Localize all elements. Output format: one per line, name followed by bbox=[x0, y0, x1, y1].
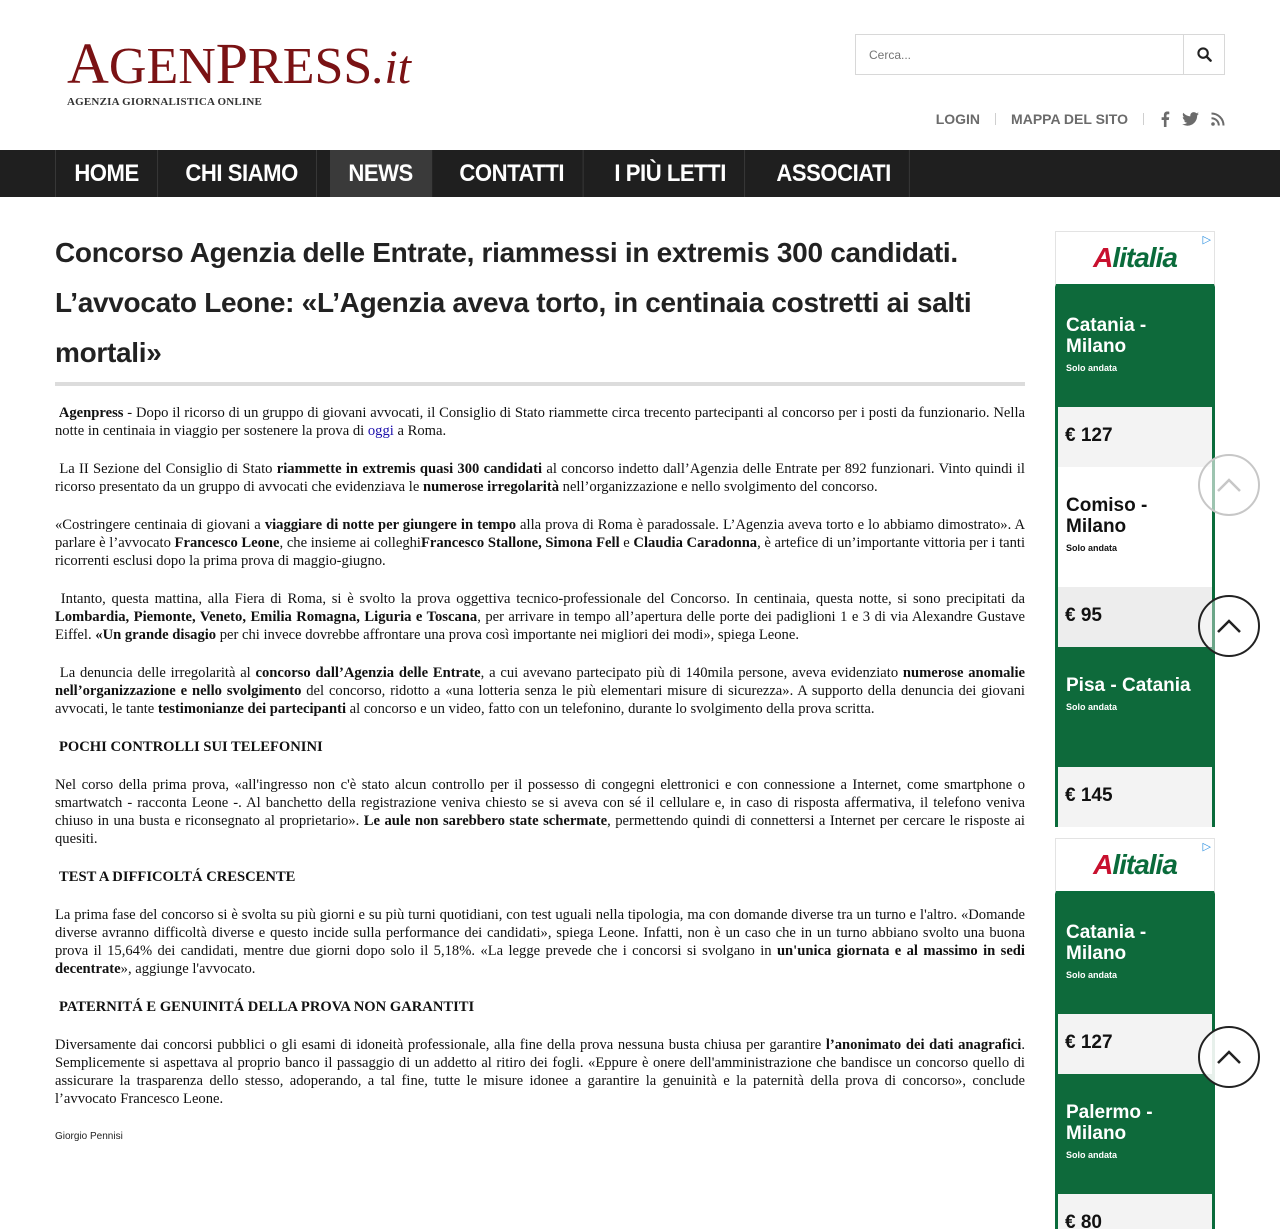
bold-text: viaggiare di notte per giungere in tempo bbox=[264, 517, 517, 533]
facebook-icon[interactable] bbox=[1160, 111, 1170, 127]
bold-text: numerose anomalie nell’organizzazione e nello svolgimento bbox=[55, 665, 1025, 699]
section-heading: POCHI CONTROLLI SUI TELEFONINI bbox=[59, 739, 323, 755]
ad-logo bbox=[1055, 231, 1215, 287]
top-links bbox=[936, 108, 1225, 130]
paragraph-text: , per arrivare in tempo all’apertura delle porte dei padiglioni 1 e 3 di via Alexandre Gustave Eiffel. bbox=[55, 609, 1025, 643]
nav-chi-siamo[interactable]: CHI SIAMO bbox=[167, 150, 317, 197]
route-price: € 95 bbox=[1058, 587, 1212, 647]
bold-text: l’anonimato dei dati anagrafici bbox=[825, 1037, 1022, 1053]
paragraph-text: Intanto, questa mattina, alla Fiera di Roma, si è svolto la prova oggettiva tecnico-professionale del Concorso. In centinaia, questa notte, si sono precipitati da bbox=[60, 591, 1025, 607]
alitalia-logo: Alitalia bbox=[1093, 242, 1177, 273]
paragraph-text: . Semplicemente si aspettava al proprio banco il passaggio di un addetto al ritiro dei fogli. «Eppure è onere dell'amministrazione che bandisce un concorso quello di assicurare la trasparenza dello stesso, adoperando, a tal fine, tutte le misure idonee a garantire la genuinità e la paternità della prova di concorso», conclude l’avvocato Francesco Leone. bbox=[55, 1037, 1025, 1107]
chevron-up-icon bbox=[1216, 477, 1242, 493]
article-author: Giorgio Pennisi bbox=[55, 1131, 123, 1142]
route-subtitle: Solo andata bbox=[1066, 1150, 1118, 1160]
paragraph-text: e bbox=[619, 535, 634, 551]
logo-gen: GEN bbox=[108, 38, 216, 95]
bold-text: testimonianze dei partecipanti bbox=[157, 701, 346, 717]
bold-text: Claudia Caradonna bbox=[633, 535, 758, 551]
paragraph-text: al concorso indetto dall’Agenzia delle Entrate per 892 funzionari. Vinto quindi il ricorso presentato da un gruppo di avvocati che evidenziava le bbox=[55, 461, 1025, 495]
nav-home[interactable]: HOME bbox=[55, 150, 158, 197]
route-name: Catania - Milano bbox=[1066, 315, 1147, 357]
paragraph-text: La denuncia delle irregolarità al bbox=[59, 665, 256, 681]
scroll-to-top-button[interactable] bbox=[1198, 595, 1260, 657]
ad-route[interactable] bbox=[1058, 647, 1212, 767]
logo-wordmark bbox=[67, 31, 411, 96]
paragraph bbox=[55, 516, 1025, 570]
divider bbox=[1143, 113, 1144, 125]
sitemap-link[interactable]: MAPPA DEL SITO bbox=[1011, 111, 1128, 127]
route-price: € 80 bbox=[1058, 1194, 1212, 1229]
logo-tagline: AGENZIA GIORNALISTICA ONLINE bbox=[67, 96, 263, 108]
paragraph-text: , permettendo quindi di connettersi a Internet per cercare le risposte ai quesiti. bbox=[55, 813, 1025, 847]
route-name: Palermo - Milano bbox=[1066, 1102, 1153, 1144]
article bbox=[55, 228, 1025, 1146]
paragraph-text: a Roma. bbox=[393, 423, 447, 439]
route-price: € 127 bbox=[1058, 407, 1212, 467]
paragraph bbox=[55, 664, 1025, 718]
site-header bbox=[0, 0, 1280, 150]
bold-text: Le aule non sarebbero state schermate bbox=[363, 813, 608, 829]
divider bbox=[995, 113, 996, 125]
bold-text: riammette in extremis quasi 300 candidati bbox=[276, 461, 543, 477]
alitalia-logo: Alitalia bbox=[1093, 849, 1177, 880]
route-subtitle: Solo andata bbox=[1066, 970, 1118, 980]
bold-text: concorso dall’Agenzia delle Entrate bbox=[255, 665, 481, 681]
ad-logo bbox=[1055, 838, 1215, 894]
ad-routes bbox=[1055, 287, 1215, 827]
logo-dot-it: .it bbox=[372, 41, 411, 94]
route-subtitle: Solo andata bbox=[1066, 543, 1118, 553]
paragraph-text: », aggiunge l'avvocato. bbox=[120, 961, 256, 977]
ad-route[interactable] bbox=[1058, 894, 1212, 1014]
chevron-up-icon bbox=[1216, 618, 1242, 634]
paragraph bbox=[55, 404, 1025, 440]
nav-associati[interactable]: ASSOCIATI bbox=[758, 150, 910, 197]
route-subtitle: Solo andata bbox=[1066, 702, 1118, 712]
paragraph-text: nell’organizzazione e nello svolgimento del concorso. bbox=[559, 479, 878, 495]
paragraph-text: del concorso, ridotto a «una lotteria senza le più elementari misure di sicurezza». A supporto della denuncia dei giovani avvocati, le tante bbox=[55, 683, 1025, 717]
site-logo[interactable] bbox=[67, 31, 411, 108]
bold-text: un'unica giornata e al massimo in sedi decentrate bbox=[55, 943, 1025, 977]
paragraph-text: alla prova di Roma è paradossale. L’Agenzia aveva torto e lo abbiamo dimostrato». A parlare è l’avvocato bbox=[55, 517, 1025, 551]
logo-letter-a: A bbox=[67, 31, 109, 96]
paragraph-text: Nel corso della prima prova, «all'ingresso non c'è stato alcun controllo per il possesso di congegni elettronici e con connessione a Internet, come smartphone o smartwatch - racconta Leone -. Al banchetto della registrazione veniva chiesto se si aveva con sé il cellulare e, in caso di risposta affermativa, il telefono veniva chiuso in una busta e riconsegnato al proprietario». bbox=[55, 777, 1025, 829]
adchoices-icon[interactable]: ▷ bbox=[1202, 234, 1211, 246]
paragraph bbox=[55, 906, 1025, 978]
route-name: Comiso - Milano bbox=[1066, 495, 1148, 537]
logo-letter-p: P bbox=[215, 31, 249, 96]
route-price: € 127 bbox=[1058, 1014, 1212, 1074]
bold-text: numerose irregolarità bbox=[422, 479, 559, 495]
search-box bbox=[855, 34, 1225, 75]
paragraph bbox=[55, 590, 1025, 644]
nav-contatti[interactable]: CONTATTI bbox=[441, 150, 583, 197]
paragraph-text: Diversamente dai concorsi pubblici o gli esami di idoneità professionale, alla fine della prova nessuna busta chiusa per garantire bbox=[55, 1037, 826, 1053]
adchoices-icon[interactable]: ▷ bbox=[1202, 841, 1211, 853]
login-link[interactable]: LOGIN bbox=[935, 111, 981, 127]
paragraph bbox=[55, 1036, 1025, 1108]
bold-text: Lombardia, Piemonte, Veneto, Emilia Romagna, Liguria e Toscana bbox=[55, 609, 478, 625]
article-body bbox=[55, 404, 1025, 1146]
chevron-up-icon bbox=[1216, 1049, 1242, 1065]
paragraph-text: La II Sezione del Consiglio di Stato bbox=[59, 461, 277, 477]
nav-news[interactable]: NEWS bbox=[330, 150, 432, 197]
section-heading: TEST A DIFFICOLTÁ CRESCENTE bbox=[59, 869, 296, 885]
paragraph-text: La prima fase del concorso si è svolta su più giorni e su più turni quotidiani, con test uguali nella tipologia, ma con domande diverse tra un turno e l'altro. «Domande diverse avranno difficoltà diverse e questo incide sulla performance dei candidati», spiega Leone. Infatti, non è un caso che in un turno abbiano svolto una buona prova il 15,64% dei candidati, mentre due giorni dopo solo il 5,18%. «La legge prevede che i concorsi si svolgano in bbox=[55, 907, 1025, 959]
bold-text: «Un grande disagio bbox=[95, 627, 217, 643]
paragraph-text: «Costringere centinaia di giovani a bbox=[55, 517, 265, 533]
paragraph bbox=[55, 776, 1025, 848]
route-name: Catania - Milano bbox=[1066, 922, 1147, 964]
paragraph-text: , a cui avevano partecipato più di 140mila persone, aveva evidenziato bbox=[480, 665, 903, 681]
ad-route[interactable] bbox=[1058, 1074, 1212, 1194]
twitter-icon[interactable] bbox=[1182, 112, 1199, 126]
rss-icon[interactable] bbox=[1211, 112, 1225, 126]
inline-link-oggi[interactable]: oggi bbox=[367, 423, 394, 439]
ad-banner[interactable] bbox=[1055, 231, 1215, 827]
ad-route[interactable] bbox=[1058, 467, 1212, 587]
lead-source: Agenpress bbox=[58, 405, 124, 421]
paragraph-text: , è artefice di un’importante vittoria per i tanti ricorrenti esclusi dopo la prima prova di maggio-giugno. bbox=[55, 535, 1026, 569]
bold-text: Francesco Leone bbox=[174, 535, 280, 551]
logo-ress: RESS bbox=[248, 38, 373, 95]
nav-piu-letti[interactable]: I PIÙ LETTI bbox=[596, 150, 745, 197]
ad-banner[interactable] bbox=[1055, 838, 1215, 1229]
search-icon bbox=[1197, 47, 1212, 62]
ad-routes bbox=[1055, 894, 1215, 1229]
paragraph-text: per chi invece dovrebbe affrontare una prova così importante nei migliori dei modi», spiega Leone. bbox=[216, 627, 799, 643]
article-title: Concorso Agenzia delle Entrate, riammessi in extremis 300 candidati. L’avvocato Leone: «L’Agenzia aveva torto, in centinaia costretti ai salti mortali» bbox=[55, 228, 1025, 386]
scroll-to-top-button[interactable] bbox=[1198, 1026, 1260, 1088]
route-price: € 145 bbox=[1058, 767, 1212, 827]
paragraph-text: al concorso e un video, fatto con un telefonino, durante lo svolgimento della prova scritta. bbox=[346, 701, 875, 717]
ad-route[interactable] bbox=[1058, 287, 1212, 407]
paragraph-text: - Dopo il ricorso di un gruppo di giovani avvocati, il Consiglio di Stato riammette circa trecento partecipanti al concorso per i posti da funzionario. Nella notte in centinaia in viaggio per sostenere la prova di bbox=[55, 405, 1025, 439]
bold-text: Francesco Stallone, Simona Fell bbox=[420, 535, 620, 551]
scroll-to-top-button[interactable] bbox=[1198, 454, 1260, 516]
paragraph bbox=[55, 460, 1025, 496]
main-nav bbox=[0, 150, 1280, 197]
route-subtitle: Solo andata bbox=[1066, 363, 1118, 373]
search-button[interactable] bbox=[1183, 35, 1224, 74]
section-heading: PATERNITÁ E GENUINITÁ DELLA PROVA NON GARANTITI bbox=[59, 999, 475, 1015]
paragraph-text: , che insieme ai colleghi bbox=[279, 535, 421, 551]
route-name: Pisa - Catania bbox=[1066, 675, 1191, 696]
search-input[interactable] bbox=[856, 35, 1184, 74]
